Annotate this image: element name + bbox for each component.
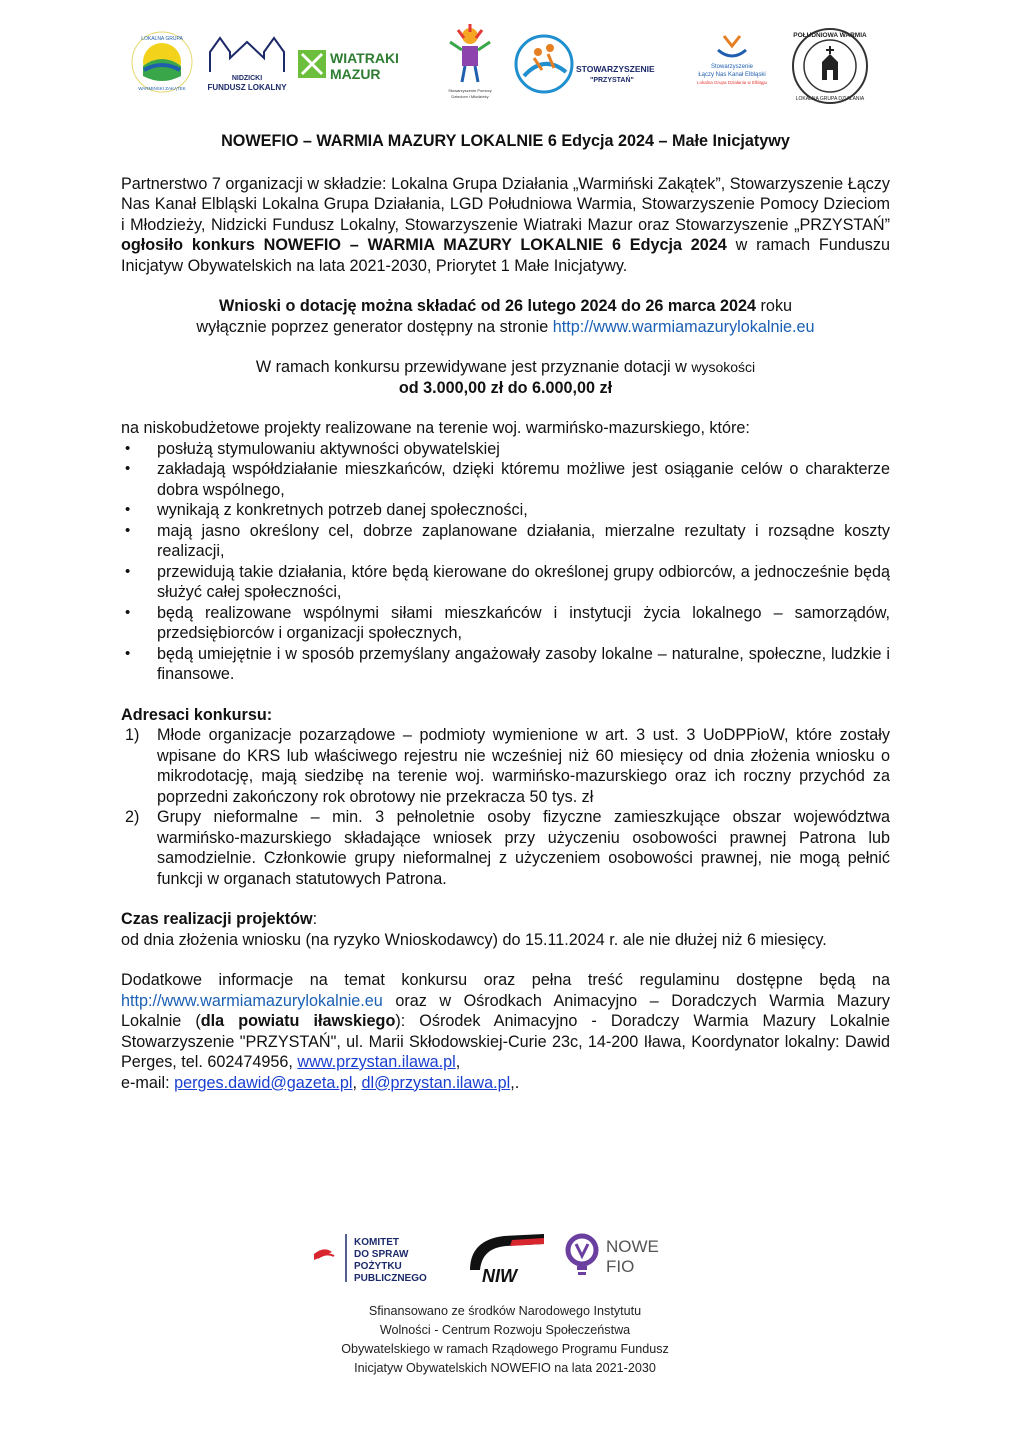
applications-paragraph: [121, 296, 890, 337]
document-title: NOWEFIO – WARMIA MAZURY LOKALNIE 6 Edycja 2024 – Małe Inicjatywy: [221, 132, 790, 150]
duration-colon: :: [312, 910, 318, 928]
poludniowa-warmia-logo: [790, 26, 870, 106]
info-text-3: ): Ośrodek Animacyjno - Doradczy Warmia Mazury Lokalnie Stowarzyszenie "PRZYSTAŃ", ul. Marii Skłodowskiej-Curie 23c, 14-200 Iława, Koordynator lokalny: Dawid Perges, tel. 602474956,: [121, 1012, 890, 1071]
grant-line1: W ramach konkursu przewidywane jest przyznanie dotacji w: [255, 358, 692, 376]
funding-note-line: Sfinansowano ze środków Narodowego Instytutu: [368, 1304, 642, 1318]
list-item: • wynikają z konkretnych potrzeb danej społeczności,: [121, 500, 890, 521]
komitet-line-1: KOMITET: [354, 1237, 399, 1248]
warminski-zakatek-logo: [130, 30, 194, 94]
svg-text:FUNDUSZ LOKALNY: FUNDUSZ LOKALNY: [207, 83, 287, 92]
svg-text:Stowarzyszenie: Stowarzyszenie: [710, 64, 754, 70]
info-paragraph: [121, 970, 890, 1093]
kanal-elblaski-logo: [684, 32, 780, 92]
warminski-zakatek-text: WARMIŃSKI ZAKĄTEK: [138, 86, 186, 91]
nowefio-logo: [562, 1230, 672, 1286]
list-item: • będą umiejętnie i w sposób przemyślany angażowały zasoby lokalne – naturalne, społeczne, ludzkie i finansowe.: [121, 644, 890, 685]
list-item: [121, 807, 890, 889]
nowefio-line-2: FIO: [606, 1257, 635, 1276]
komitet-logo: [310, 1230, 450, 1286]
grant-paragraph: [121, 357, 890, 398]
svg-text:WIATRAKI: WIATRAKI: [330, 50, 399, 66]
email-sep: ,: [352, 1073, 362, 1092]
przystan-logo: [514, 34, 674, 98]
wiatraki-mazur-logo: [298, 46, 432, 86]
duration-heading-line: [121, 909, 890, 930]
info-text-1: Dodatkowe informacje na temat konkursu oraz pełna treść regulaminu dostępne będą na: [121, 971, 890, 989]
list-item: • przewidują takie działania, które będą kierowane do określonej grupy odbiorców, a jednocześnie będą służyć całej społeczności,: [121, 562, 890, 603]
list-item: [121, 725, 890, 807]
niw-text: NIW: [482, 1266, 517, 1286]
svg-text:Dzieciom i Młodzieży: Dzieciom i Młodzieży: [451, 94, 489, 99]
email-link-2[interactable]: dl@przystan.ilawa.pl: [361, 1073, 511, 1092]
info-bold: dla powiatu iławskiego: [200, 1012, 396, 1030]
svg-text:Łączy Nas Kanał Elbląski: Łączy Nas Kanał Elbląski: [698, 72, 766, 78]
przystan-website-link[interactable]: www.przystan.ilawa.pl: [297, 1053, 456, 1071]
list-item: • zakładają współdziałanie mieszkańców, dzięki któremu możliwe jest osiąganie celów o charakterze dobra wspólnego,: [121, 459, 890, 500]
svg-text:Stowarzyszenie Pomocy: Stowarzyszenie Pomocy: [448, 88, 492, 93]
funder-logos: [310, 1230, 690, 1290]
list-item: • będą realizowane wspólnymi siłami mieszkańców i instytucji życia lokalnego – samorządów, przedsiębiorców i organizacji społecznych,: [121, 603, 890, 644]
email-label: e-mail:: [121, 1073, 175, 1092]
komitet-line-4: PUBLICZNEGO: [354, 1273, 427, 1284]
grant-line1-small: wysokości: [691, 359, 756, 375]
funding-note-line: Obywatelskiego w ramach Rządowego Programu Fundusz: [341, 1342, 669, 1356]
svg-text:"PRZYSTAŃ": "PRZYSTAŃ": [590, 77, 634, 84]
svg-text:LOKALNA GRUPA: LOKALNA GRUPA: [141, 36, 183, 42]
komitet-line-3: POŻYTKU: [354, 1261, 402, 1272]
pomocy-dzieciom-logo: [438, 24, 502, 110]
recipients-list: [121, 725, 890, 889]
list-number: 2): [125, 808, 140, 826]
email-link-1[interactable]: perges.dawid@gazeta.pl: [174, 1073, 353, 1092]
recipients-heading: Adresaci konkursu:: [121, 705, 273, 724]
svg-text:Lokalna Grupa Działania w Elbl: Lokalna Grupa Działania w Elblągu: [696, 80, 768, 85]
list-text: Grupy nieformalne – min. 3 pełnoletnie osoby fizyczne zamieszkujące obszar województwa warmińsko-mazurskiego składające wniosek przy użyczeniu osobowości prawnej Patrona lub samodzielnie. Członkowie grupy nieformalnej z użyczeniem osobowości prawnej, nie mogą pełnić funkcji w organach statutowych Patrona.: [157, 808, 890, 888]
list-text: Młode organizacje pozarządowe – podmioty wymienione w art. 3 ust. 3 UoDPPioW, które zostały wpisane do KRS lub właściwego rejestru nie wcześniej niż 60 miesięcy od dnia złożenia wniosku o mikrodotację, mają siedzibę na terenie woj. warmińsko-mazurskiego oraz ich roczny przychód za poprzedni zakończony rok obrotowy nie przekracza 50 tys. zł: [157, 726, 890, 806]
email-end: ,.: [510, 1073, 520, 1092]
list-item: • mają jasno określony cel, dobrze zaplanowane działania, mierzalne rezultaty i rozsądne koszty realizacji,: [121, 521, 890, 562]
info-text-2: oraz w Ośrodkach Animacyjno – Doradczych Warmia Mazury Lokalnie (: [121, 991, 890, 1030]
nidzicki-fundusz-logo: [204, 32, 290, 94]
list-number: 1): [125, 726, 140, 744]
intro-text-2: w ramach Funduszu Inicjatyw Obywatelskich na lata 2021-2030, Priorytet 1 Małe Inicjatywy.: [121, 236, 890, 275]
svg-text:POŁUDNIOWA WARMIA: POŁUDNIOWA WARMIA: [793, 32, 867, 39]
partner-logos: [126, 20, 886, 110]
info-text-4: ,: [455, 1053, 461, 1071]
svg-text:LOKALNA GRUPA DZIAŁANIA: LOKALNA GRUPA DZIAŁANIA: [795, 96, 865, 102]
svg-text:MAZUR: MAZUR: [330, 66, 381, 82]
grant-amount: od 3.000,00 zł do 6.000,00 zł: [398, 378, 613, 397]
niw-logo: [464, 1230, 552, 1286]
project-criteria-list: [121, 439, 890, 685]
list-item: • posłużą stymulowaniu aktywności obywatelskiej: [121, 439, 890, 460]
intro-text-1: Partnerstwo 7 organizacji w składzie: Lokalna Grupa Działania „Warmiński Zakątek”, Stowarzyszenie Łączy Nas Kanał Elbląski Lokalna Grupa Działania, LGD Południowa Warmia, Stowarzyszenie Pomocy Dzieciom i Młodzieży, Nidzicki Fundusz Lokalny, Stowarzyszenie Wiatraki Mazur oraz Stowarzyszenie „PRZYSTAŃ”: [121, 174, 890, 234]
applications-dates: Wnioski o dotację można składać od 26 lutego 2024 do 26 marca 2024: [218, 297, 757, 315]
applications-line2: wyłącznie poprzez generator dostępny na stronie: [196, 317, 553, 336]
document-body: [121, 131, 890, 1093]
intro-bold: ogłosiło konkurs NOWEFIO – WARMIA MAZURY LOKALNIE 6 Edycja 2024: [121, 236, 727, 254]
funding-note-line: Inicjatyw Obywatelskich NOWEFIO na lata 2021-2030: [354, 1361, 656, 1375]
projects-intro: na niskobudżetowe projekty realizowane na terenie woj. warmińsko-mazurskiego, które:: [121, 419, 750, 437]
svg-text:STOWARZYSZENIE: STOWARZYSZENIE: [576, 64, 655, 74]
funding-note: [290, 1302, 720, 1378]
info-url-link[interactable]: http://www.warmiamazurylokalnie.eu: [121, 991, 383, 1010]
intro-paragraph: [121, 174, 890, 277]
funding-note-line: Wolności - Centrum Rozwoju Społeczeństwa: [379, 1323, 631, 1337]
applications-after: roku: [756, 297, 793, 315]
nowefio-line-1: NOWE: [606, 1237, 659, 1256]
komitet-line-2: DO SPRAW: [354, 1249, 409, 1260]
applications-url-link[interactable]: http://www.warmiamazurylokalnie.eu: [552, 317, 815, 336]
duration-text: od dnia złożenia wniosku (na ryzyko Wnioskodawcy) do 15.11.2024 r. ale nie dłużej niż 6 miesięcy.: [121, 930, 827, 949]
duration-heading: Czas realizacji projektów: [121, 910, 313, 928]
svg-text:NIDZICKI: NIDZICKI: [231, 75, 263, 82]
